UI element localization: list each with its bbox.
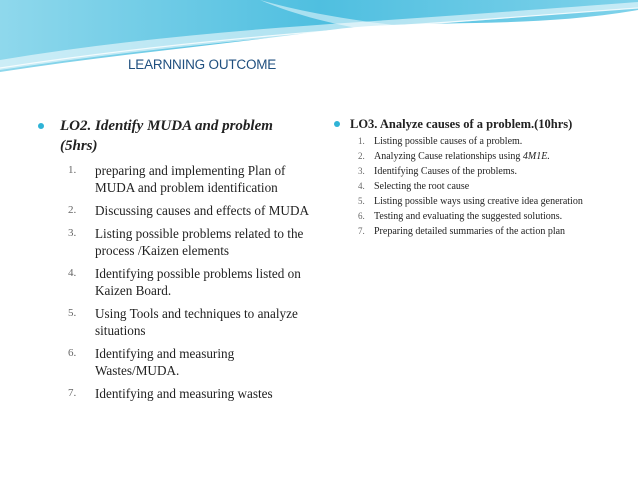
list-item: 1. preparing and implementing Plan of MUDA and problem identification xyxy=(68,163,286,195)
lo2-list xyxy=(38,162,313,402)
list-item: 7. Preparing detailed summaries of the action plan xyxy=(358,226,566,237)
slide-title: LEARNNING OUTCOME xyxy=(128,57,277,72)
list-item: 3. Identifying Causes of the problems. xyxy=(358,166,518,177)
lo3-list xyxy=(334,135,614,238)
lo2-bullet-icon xyxy=(38,123,44,129)
list-item: 7. Identifying and measuring wastes xyxy=(68,386,273,401)
lo3-heading: LO3. Analyze causes of a problem.(10hrs) xyxy=(350,117,573,131)
list-item: 2. Analyzing Cause relationships using 4M1E. xyxy=(358,151,550,162)
list-item: 3. Listing possible problems related to the process /Kaizen elements xyxy=(68,226,304,258)
lo2-heading: LO2. Identify MUDA and problem (5hrs) xyxy=(60,118,273,154)
list-item: 2. Discussing causes and effects of MUDA xyxy=(68,203,310,218)
list-item: 4. Selecting the root cause xyxy=(358,181,470,192)
list-item: 4. Identifying possible problems listed on Kaizen Board. xyxy=(68,266,301,298)
header-wave-decoration xyxy=(0,0,638,80)
lo2-column xyxy=(38,116,313,402)
list-item: 1. Listing possible causes of a problem. xyxy=(358,136,523,147)
list-item: 5. Using Tools and techniques to analyze situations xyxy=(68,306,298,338)
list-item: 6. Testing and evaluating the suggested solutions. xyxy=(358,211,563,222)
lo3-column xyxy=(334,116,614,238)
list-item: 6. Identifying and measuring Wastes/MUDA. xyxy=(68,346,235,378)
list-item: 5. Listing possible ways using creative idea generation xyxy=(358,196,583,207)
lo3-bullet-icon xyxy=(334,121,340,127)
